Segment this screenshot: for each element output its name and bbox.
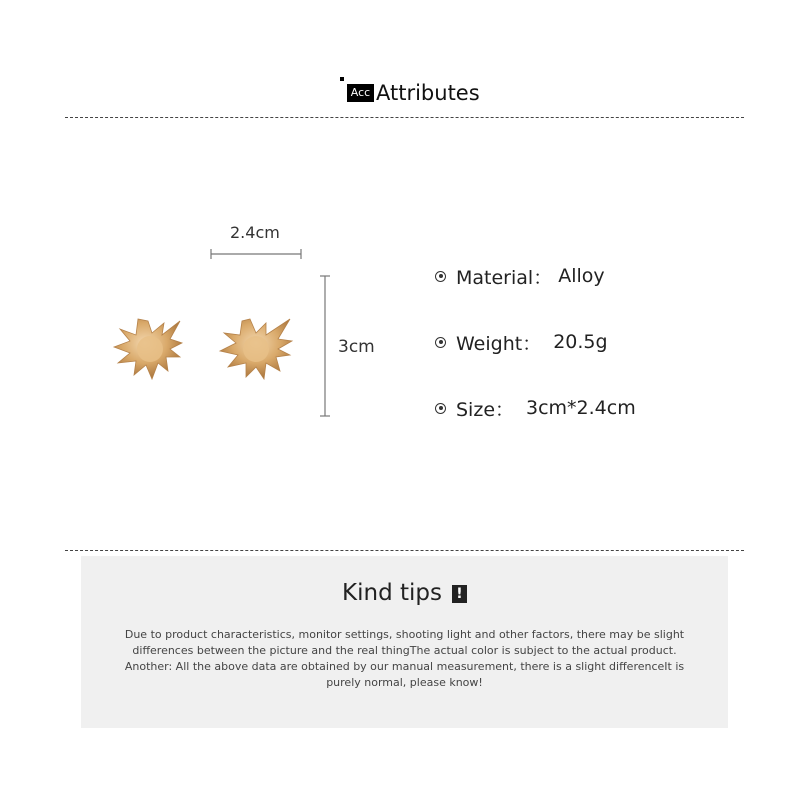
- exclamation-icon: !: [452, 585, 467, 603]
- earring-left-image: [108, 313, 188, 385]
- header-marker-dot: [340, 77, 344, 81]
- earring-right-image: [216, 313, 296, 385]
- bullet-icon: [435, 337, 446, 348]
- width-dimension-label: 2.4cm: [230, 223, 280, 242]
- attribute-material: [435, 263, 605, 289]
- kind-tips-text: Due to product characteristics, monitor settings, shooting light and other factors, there may be slight differences between the picture and the real thingThe actual color is subject to the actual product. Another: All the above data are obtained by our manual measurement, there is a slight differenceIt is purely normal, please know!: [124, 628, 685, 689]
- kind-tips-panel: [81, 556, 728, 728]
- page-title: Attributes: [376, 81, 480, 105]
- kind-tips-title: Kind tips: [342, 580, 442, 606]
- bullet-icon: [435, 403, 446, 414]
- bottom-divider: [65, 550, 744, 551]
- attribute-weight: [435, 329, 608, 355]
- bullet-icon: [435, 271, 446, 282]
- kind-tips-heading: [81, 580, 728, 606]
- attribute-value: 20.5g: [553, 331, 608, 353]
- height-dimension-line: [318, 274, 332, 418]
- attribute-label: Weight：: [456, 332, 542, 355]
- attribute-size: [435, 395, 636, 421]
- height-dimension-label: 3cm: [338, 337, 375, 357]
- attribute-value: 3cm*2.4cm: [526, 397, 636, 419]
- attribute-label: Material：: [456, 266, 553, 289]
- acc-badge: Acc: [347, 84, 374, 102]
- width-dimension-line: [209, 247, 303, 261]
- attribute-label: Size：: [456, 398, 515, 421]
- attribute-value: Alloy: [558, 265, 605, 287]
- top-divider: [65, 117, 744, 118]
